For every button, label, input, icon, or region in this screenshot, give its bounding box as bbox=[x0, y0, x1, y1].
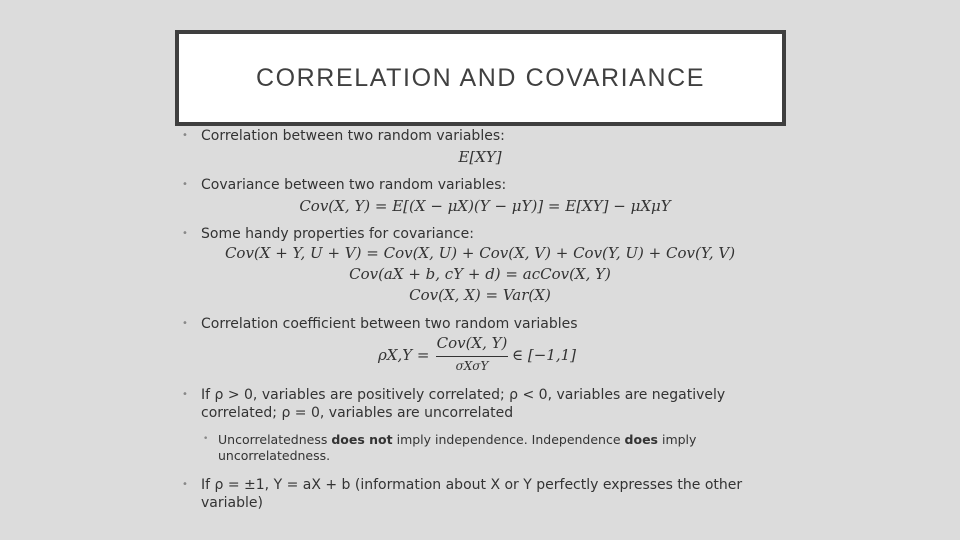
math-expression: Cov(X + Y, U + V) = Cov(X, U) + Cov(X, V) + Cov(Y, U) + Cov(Y, V) bbox=[224, 244, 736, 262]
bullet-text-continued: variable) bbox=[201, 495, 263, 511]
math-expression: Cov(X, Y) = E[(X − μX)(Y − μY)] = E[XY] − μXμY bbox=[299, 197, 671, 215]
bullet-text: If ρ = ±1, Y = aX + b (information about X or Y perfectly expresses the other bbox=[201, 477, 743, 493]
sub-text-bold: does not bbox=[331, 432, 393, 447]
math-fraction bbox=[436, 334, 508, 378]
fraction-denominator: σXσY bbox=[455, 359, 489, 373]
bullet-marker: • bbox=[182, 479, 188, 490]
math-lhs: ρX,Y = bbox=[378, 346, 430, 364]
sub-text-part: imply independence. Independence bbox=[392, 432, 625, 447]
bullet-marker: • bbox=[182, 389, 188, 400]
math-rhs: ∈ [−1,1] bbox=[512, 346, 576, 364]
bullet-marker: • bbox=[182, 130, 188, 141]
sub-text-bold: does bbox=[624, 432, 658, 447]
bullet-text: If ρ > 0, variables are positively correlated; ρ < 0, variables are negatively bbox=[201, 387, 726, 403]
bullet-text: Covariance between two random variables: bbox=[201, 177, 507, 193]
sub-text-part: imply bbox=[658, 432, 697, 447]
bullet-text: Correlation between two random variables: bbox=[201, 128, 505, 144]
fraction-numerator: Cov(X, Y) bbox=[436, 334, 508, 352]
sub-bullet-text-continued: uncorrelatedness. bbox=[218, 448, 331, 463]
math-expression: Cov(X, X) = Var(X) bbox=[409, 286, 551, 304]
math-expression: E[XY] bbox=[458, 148, 502, 166]
bullet-marker: • bbox=[182, 318, 188, 329]
page-title: CORRELATION AND COVARIANCE bbox=[255, 64, 706, 92]
fraction-bar bbox=[436, 356, 508, 357]
sub-bullet-marker: • bbox=[203, 434, 209, 444]
bullet-text: Correlation coefficient between two random variables bbox=[201, 316, 578, 332]
bullet-text: Some handy properties for covariance: bbox=[201, 226, 474, 242]
bullet-marker: • bbox=[182, 179, 188, 190]
sub-text-part: Uncorrelatedness bbox=[218, 432, 332, 447]
sub-bullet-text bbox=[218, 432, 738, 448]
bullet-marker: • bbox=[182, 228, 188, 239]
bullet-text-continued: correlated; ρ = 0, variables are uncorrelated bbox=[201, 405, 514, 421]
math-expression: Cov(aX + b, cY + d) = acCov(X, Y) bbox=[349, 265, 611, 283]
